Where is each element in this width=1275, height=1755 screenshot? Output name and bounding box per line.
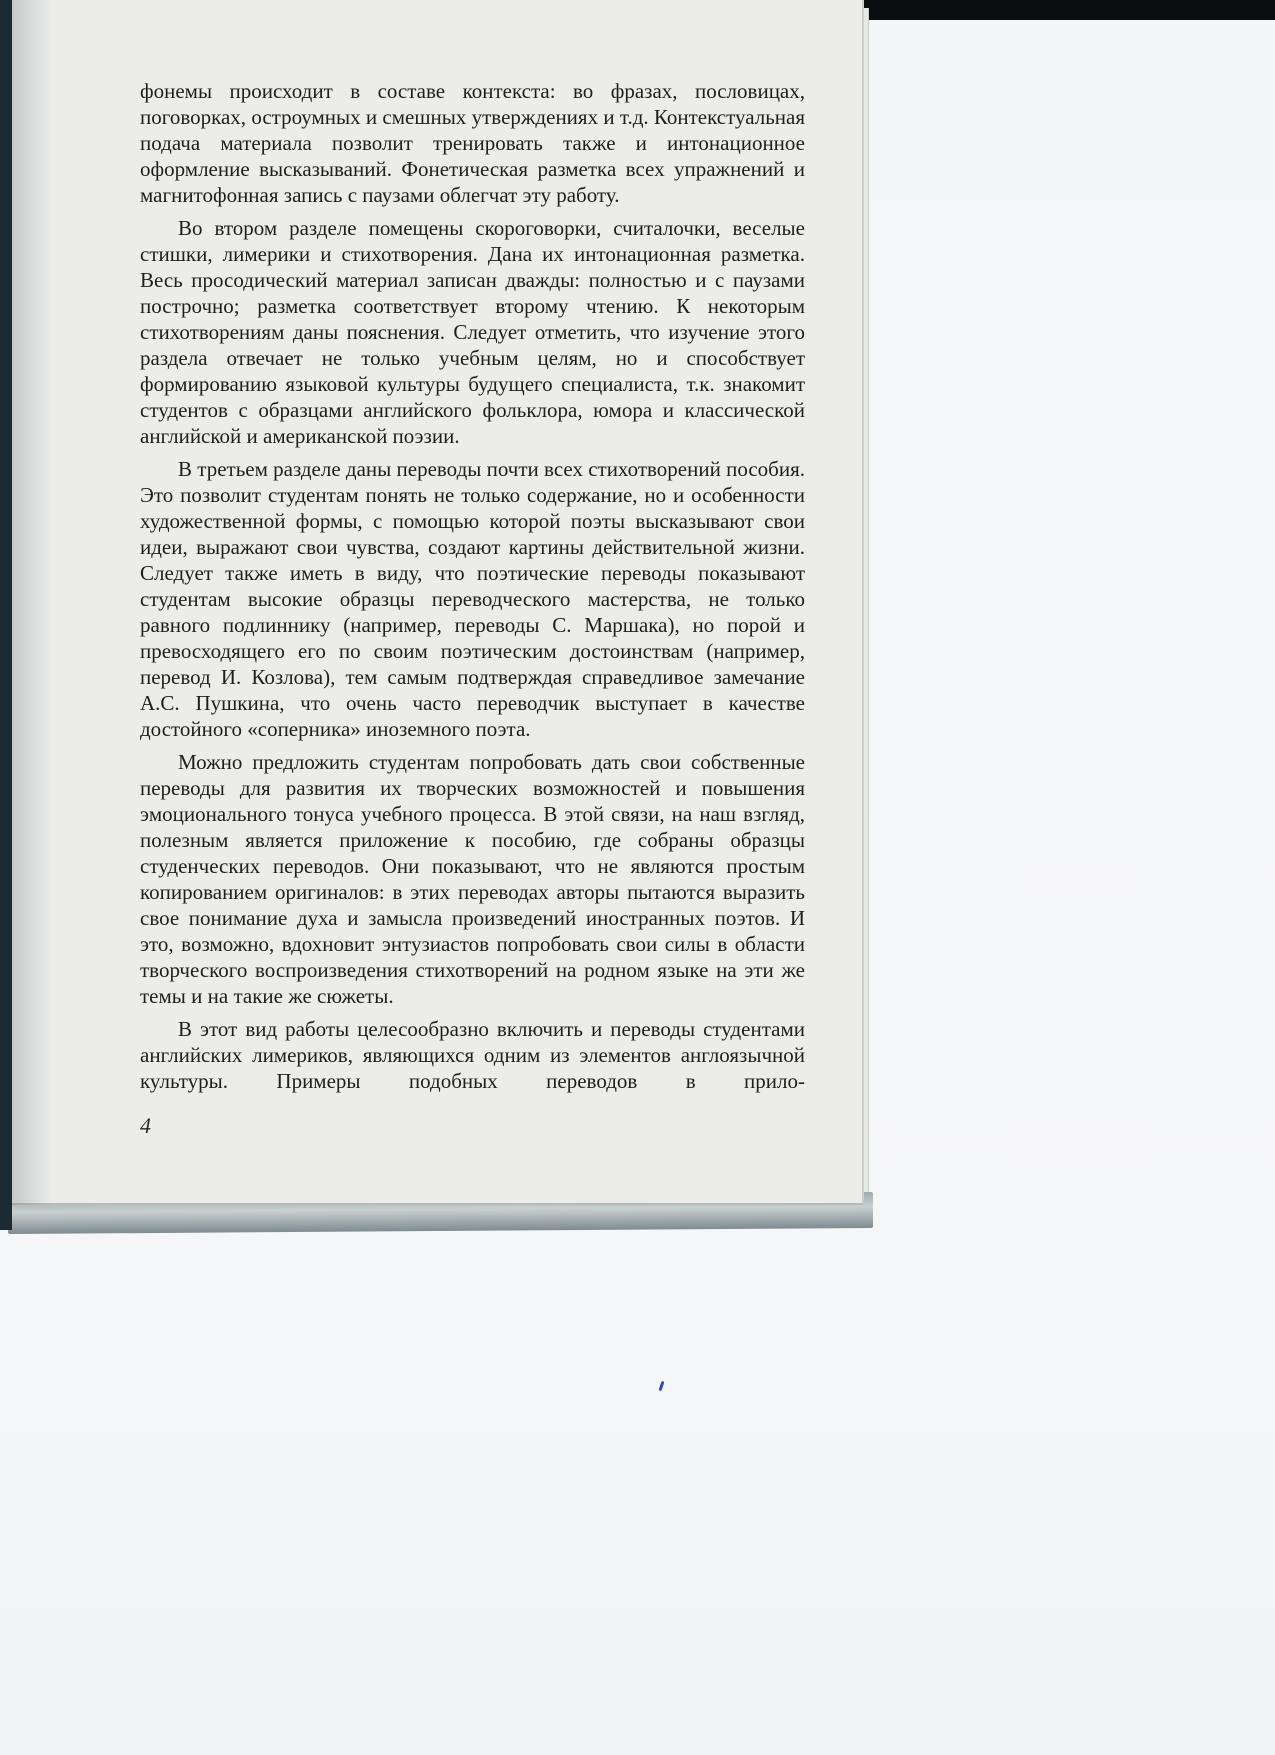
book-cover-edge	[0, 0, 12, 1230]
paragraph-4: Можно предложить студентам попробовать дать свои собственные переводы для развития их творческих возможностей и повышения эмоционального тонуса учебного процесса. В этой связи, на наш взгляд, полезным является приложение к пособию, где собраны образцы студенческих переводов. Они показывают, что не являются простым копированием оригиналов: в этих переводах авторы пытаются выразить свое понимание духа и замысла произведений иностранных поэтов. И это, возможно, вдохновит энтузиастов попробовать свои силы в области творческого воспроизведения стихотворений на родном языке на эти же темы и на такие же сюжеты.	[140, 750, 805, 1008]
paragraph-2: Во втором разделе помещены скороговорки, считалочки, веселые стишки, лимерики и стихотворения. Дана их интонационная разметка. Весь просодический материал записан дважды: полностью и с паузами построчно; разметка соответствует второму чтению. К некоторым стихотворениям даны пояснения. Следует отметить, что изучение этого раздела отвечает не только учебным целям, но и способствует формированию языковой культуры будущего специалиста, т.к. знакомит студентов с образцами английского фольклора, юмора и классической английской и американской поэзии.	[140, 216, 805, 448]
body-text	[140, 78, 805, 1101]
paragraph-1: фонемы происходит в составе контекста: во фразах, пословицах, поговорках, остроумных и смешных утверждениях и т.д. Контекстуальная подача материала позволит тренировать также и интонационное оформление высказываний. Фонетическая разметка всех упражнений и магнитофонная запись с паузами облегчат эту работу.	[140, 79, 805, 207]
paragraph-5: В этот вид работы целесообразно включить и переводы студентами английских лимериков, являющихся одним из элементов англоязычной культуры. Примеры подобных переводов в прило-	[140, 1017, 805, 1093]
spine-shadow	[12, 0, 52, 1205]
scanner-edge-band	[850, 0, 1275, 20]
paragraph-3: В третьем разделе даны переводы почти всех стихотворений пособия. Это позволит студентам понять не только содержание, но и особенности художественной формы, с помощью которой поэты высказывают свои идеи, выражают свои чувства, создают картины действительной жизни. Следует также иметь в виду, что поэтические переводы показывают студентам высокие образцы переводческого мастерства, не только равного подлиннику (например, переводы С. Маршака), но порой и превосходящего его по своим поэтическим достоинствам (например, перевод И. Козлова), тем самым подтверждая справедливое замечание А.С. Пушкина, что очень часто переводчик выступает в качестве достойного «соперника» иноземного поэта.	[140, 457, 806, 741]
page-number: 4	[140, 1113, 151, 1138]
